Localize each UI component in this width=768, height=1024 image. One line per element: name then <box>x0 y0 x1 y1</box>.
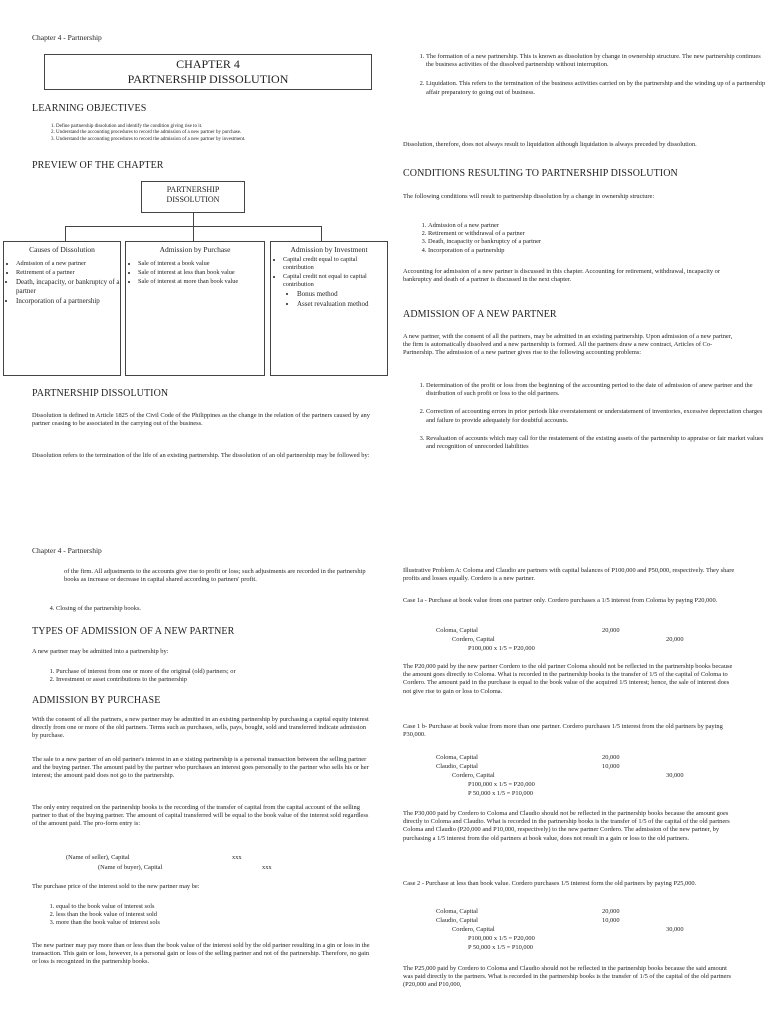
entry-credit: Cordero, Capital <box>452 636 495 643</box>
pd-para2: Dissolution refers to the termination of the life of an existing partnership. The dissolution of an old partnership may be followed by: <box>32 452 370 459</box>
entry-debit-amount: 20,000 <box>602 627 620 634</box>
list-item: • Sale of interest at more than book value <box>138 278 264 286</box>
pd-heading: PARTNERSHIP DISSOLUTION <box>32 388 169 399</box>
entry-credit: (Name of buyer), Capital <box>98 864 163 871</box>
diagram-col-title: Causes of Dissolution <box>29 245 95 254</box>
list-item: 2. less than the book value of interest sold <box>56 911 356 919</box>
learning-objectives-heading: LEARNING OBJECTIVES <box>32 103 147 114</box>
learning-objectives-list <box>28 124 396 143</box>
entry-debit-amount: 20,000 <box>602 908 620 915</box>
problems-list <box>398 382 766 451</box>
entry-debit-amount: xxx <box>232 854 242 861</box>
case-2-para: The P25,000 paid by Cordero to Coloma and Claudio should not be reflected in the partnership books because the said amount was paid directly to the partners. What is recorded in the partnership books is the transfer of 1/5 of the capital of the old partners (P20,000 and P10,000, <box>403 965 732 989</box>
list-item: 3. Revaluation of accounts which may call for the restatement of the existing assets of the partnership to appraise or fair market values and recognition of unrecorded liabilities <box>426 435 766 451</box>
diagram-root: PARTNERSHIP DISSOLUTION <box>141 181 245 213</box>
list-item <box>426 53 766 69</box>
list-text: . This refers to the termination of the business activities carried on by the partnership and the winding up of a partnership affair preparatory to going out of business. <box>426 80 766 96</box>
entry-debit-amount: 20,000 <box>602 754 620 761</box>
entry-debit: Coloma, Capital <box>436 627 478 634</box>
list-item: • Bonus method <box>297 290 387 299</box>
entry-debit-amount: 10,000 <box>602 763 620 770</box>
list-item: 4. Closing of the partnership books. <box>56 605 356 613</box>
purchase-para4: The new partner may pay more than or less than the book value of the interest sold by the old partner resulting in a gin or loss in the transaction. This gain or loss, however, is a personal gain or loss of the selling partner and not of the partnership. Therefore, no gain or loss is recognized in the partnership books. <box>32 942 370 966</box>
entry-computation: P 50,000 x 1/5 = P10,000 <box>468 790 533 797</box>
conditions-para: Accounting for admission of a new partner is discussed in this chapter. Accounting for retirement, withdrawal, incapacity or bankruptcy and death of a partner is discussed in the next chapter. <box>403 268 720 284</box>
list-item: 2. Understand the accounting procedures to record the admission of a new partner by purchase. <box>56 130 396 136</box>
conditions-heading: CONDITIONS RESULTING TO PARTNERSHIP DISSOLUTION <box>403 168 678 179</box>
list-item: 4. Incorporation of a partnership <box>428 247 728 255</box>
chapter-preview-diagram <box>0 178 390 378</box>
list-item: • Sale of interest a book value <box>138 260 264 268</box>
entry-debit: Claudio, Capital <box>436 763 478 770</box>
admission-para: A new partner, with the consent of all the partners, may be admitted in an existing partnership. Upon admission of a new partner, the firm is automatically dissolved and a new partnership is formed. All the partners draw a new contract, Articles of Co-Partnership. The admission of a new partner gives rise to the following accounting problems: <box>403 333 733 357</box>
entry-credit-amount: 30,000 <box>666 772 684 779</box>
entry-credit: Cordero, Capital <box>452 772 495 779</box>
list-item: 1. Admission of a new partner <box>428 222 728 230</box>
conditions-list <box>400 222 728 255</box>
diagram-col-investment <box>270 241 388 376</box>
cont-para: of the firm. All adjustments to the accounts give rise to profit or loss; such adjustments are recorded in the partnership books as increase or decrease in capital shared according to partners' profit. <box>64 568 366 584</box>
chapter-subtitle: PARTNERSHIP DISSOLUTION <box>127 72 289 86</box>
list-item: 1. equal to the book value of interest sols <box>56 903 356 911</box>
types-list <box>28 668 396 684</box>
list-item: • Admission of a new partner <box>16 260 120 268</box>
entry-computation: P 50,000 x 1/5 = P10,000 <box>468 944 533 951</box>
page-header: Chapter 4 - Partnership <box>32 33 102 42</box>
list-item: • Incorporation of a partnership <box>16 297 120 306</box>
entry-computation: P100,000 x 1/5 = P20,000 <box>468 935 535 942</box>
followed-by-list <box>398 53 766 97</box>
chapter-title: CHAPTER 4 <box>176 57 240 71</box>
case-1b-para: The P30,000 paid by Cordero to Coloma and Claudio should not be reflected in the partnership books because the amount goes directly to Coloma and Claudio. What is recorded in the partnership books is the transfer of 1/5 of the capital of the old partners Coloma and Claudio (P20,000 and P10,000, respectively) to the new partner Cordero. The admission of the new partner, by purchasing a 1/5 interest from the old partners at book value, does not result in a gain or loss to the old partners. <box>403 810 730 842</box>
entry-credit-amount: 20,000 <box>666 636 684 643</box>
list-item <box>426 80 766 96</box>
case-1b: Case 1 b- Purchase at book value from more than one partner. Cordero purchases 1/5 interest from the old partners by paying P30,000. <box>403 723 723 739</box>
entry-credit: Cordero, Capital <box>452 926 495 933</box>
purchase-para2: The sale to a new partner of an old partner's interest in an e xisting partnership is a personal transaction between the selling partner and the buying partner. The amount paid by the partner who purchases an interest goes personally to the partner who sells his or her interest; the amount paid does not go to the partnership. <box>32 756 369 780</box>
purchase-para3: The only entry required on the partnership books is the recording of the transfer of capital from the capital account of the selling partner to that of the buying partner. The amount of capital transferred will be equal to the book value of the interest sold regardless of the amount paid. The pro-form entry is: <box>32 804 369 828</box>
list-text: This is known as dissolution by change in ownership structure. The new partnership continues the business activities of the dissolved partnership without interruption. <box>426 53 761 69</box>
list-item: • Retirement of a partner <box>16 269 120 277</box>
entry-debit-amount: 10,000 <box>602 917 620 924</box>
list-item: • Capital credit not equal to capital contribution <box>283 273 387 289</box>
entry-computation: P100,000 x 1/5 = P20,000 <box>468 645 535 652</box>
right-para1: Dissolution, therefore, does not always result to liquidation although liquidation is always preceded by dissolution. <box>403 141 697 148</box>
types-heading: TYPES OF ADMISSION OF A NEW PARTNER <box>32 626 235 637</box>
case-1a-para: The P20,000 paid by the new partner Cordero to the old partner Coloma should not be reflected in the partnership books because the amount goes directly to Coloma. What is recorded in the partnership books is the transfer of 1/5 of the capital of Coloma to Cordero. The amount paid in the purchase is equal to the book value of the acquired 1/5 interest; hence, the sale of interest does not give rise to gain or loss to Coloma. <box>403 663 733 695</box>
diagram-col-title: Admission by Investment <box>290 245 368 254</box>
admission-heading: ADMISSION OF A NEW PARTNER <box>403 309 557 320</box>
pd-para1: Dissolution is defined in Article 1825 of the Civil Code of the Philippines as the change in the relation of the partners caused by any partner ceasing to be associated in the carrying out of the business. <box>32 412 370 428</box>
list-item: • Asset revaluation method <box>297 300 387 309</box>
diagram-col-causes <box>3 241 121 376</box>
closing-item <box>28 605 356 613</box>
preview-heading: PREVIEW OF THE CHAPTER <box>32 160 164 171</box>
list-item: 1. Purchase of interest from one or more of the original (old) partners; or <box>56 668 396 676</box>
page-header: Chapter 4 - Partnership <box>32 546 102 555</box>
entry-debit: Claudio, Capital <box>436 917 478 924</box>
list-item: 1. Define partnership dissolution and identify the condition giving rise to it. <box>56 124 396 130</box>
purchase-para1: With the consent of all the partners, a new partner may be admitted in an existing partnership by purchasing a capital equity interest directly from one or more of the old partners. Terms such as purchases, sells, pays, bought, sold and transferred indicate admission by purchase. <box>32 716 369 740</box>
list-item: • Death, incapacity, or bankruptcy of a partner <box>16 278 120 296</box>
types-intro: A new partner may be admitted into a partnership by: <box>32 648 169 655</box>
price-list <box>28 903 356 928</box>
list-item: 2. Retirement or withdrawal of a partner <box>428 230 728 238</box>
list-item: 3. Understand the accounting procedures to record the admission of a new partner by investment. <box>56 137 396 143</box>
diagram-col-title: Admission by Purchase <box>159 245 231 254</box>
conditions-intro: The following conditions will result to partnership dissolution by a change in ownership structure: <box>403 193 655 200</box>
case-2: Case 2 - Purchase at less than book value. Cordero purchases 1/5 interest form the old partners by paying P25,000. <box>403 880 697 887</box>
entry-debit: Coloma, Capital <box>436 754 478 761</box>
list-item: 1. Determination of the profit or loss from the beginning of the accounting period to the date of admission of anew partner and the distribution of such profit or loss to the old partners. <box>426 382 766 398</box>
chapter-title-box <box>44 54 372 90</box>
diagram-col-purchase <box>125 241 265 376</box>
entry-debit: (Name of seller), Capital <box>66 854 130 861</box>
list-term: The formation of a new partnership. <box>426 53 519 60</box>
case-1a: Case 1a - Purchase at book value from one partner only. Cordero purchases a 1/5 interest from Coloma by paying P20,000. <box>403 597 718 604</box>
price-intro: The purchase price of the interest sold to the new partner may be: <box>32 883 200 890</box>
entry-credit-amount: xxx <box>262 864 272 871</box>
list-item: • Sale of interest at less than book value <box>138 269 264 277</box>
list-item: 3. more than the book value of interest sols <box>56 919 356 927</box>
entry-credit-amount: 30,000 <box>666 926 684 933</box>
illustrative-problem: Illustrative Problem A: Coloma and Claudio are partners with capital balances of P100,000 and P50,000, respectively. They share profits and losses equally. Cordero is a new partner. <box>403 567 735 583</box>
list-item: 2. Investment or asset contributions to the partnership <box>56 676 396 684</box>
list-item: 2. Correction of accounting errors in prior periods like overstatement or understatement of inventories, excessive depreciation charges and failure to provide adequately for doubtful accounts. <box>426 408 766 424</box>
list-item: 3. Death, incapacity or bankruptcy of a partner <box>428 238 728 246</box>
purchase-heading: ADMISSION BY PURCHASE <box>32 695 161 706</box>
list-term: Liquidation <box>426 80 456 88</box>
list-item: • Capital credit equal to capital contribution <box>283 256 387 272</box>
entry-debit: Coloma, Capital <box>436 908 478 915</box>
entry-computation: P100,000 x 1/5 = P20,000 <box>468 781 535 788</box>
